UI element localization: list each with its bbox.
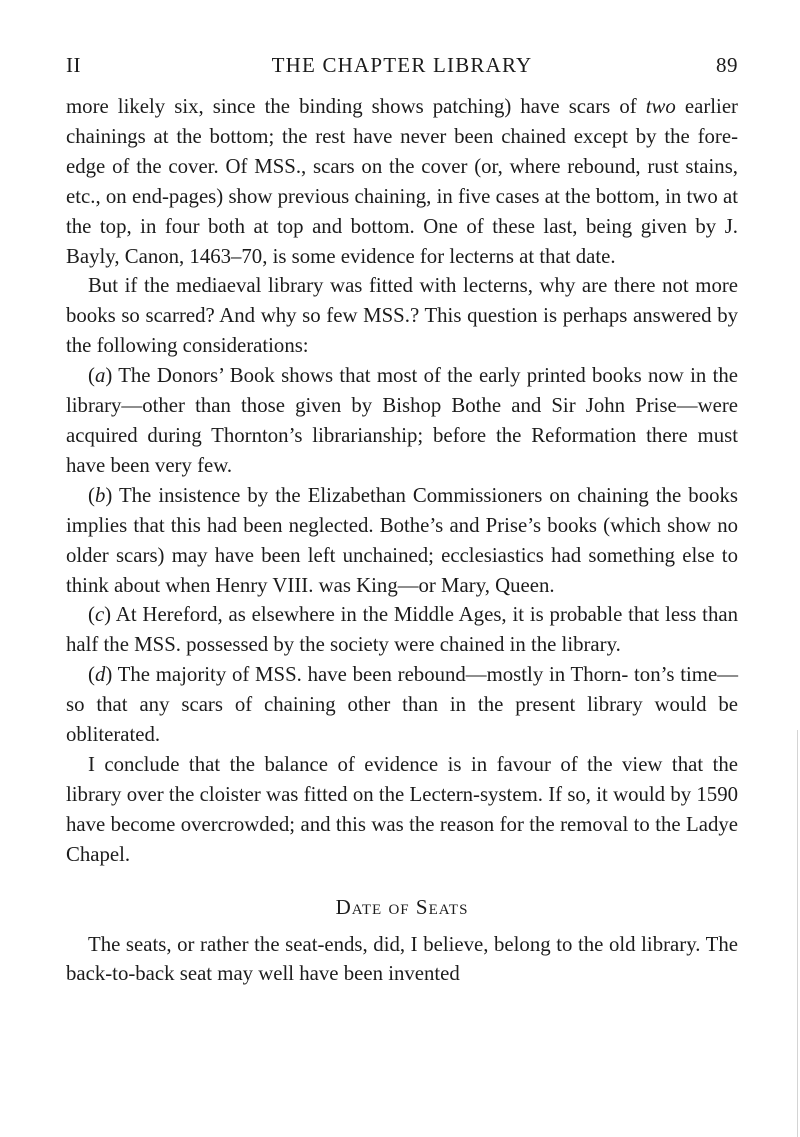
page-number: 89 xyxy=(716,53,738,77)
paragraph-seats: The seats, or rather the seat-ends, did, I believe, belong to the old library. The back-to-back seat may well have been invented xyxy=(66,932,738,986)
consideration-label: b xyxy=(94,483,106,507)
running-header xyxy=(66,50,738,80)
consideration-label: d xyxy=(94,663,106,687)
paragraph-question: But if the mediaeval library was fitted with lecterns, why are there not more books so scarred? And why so few MSS.? This question is perhaps answered by the following considerations: xyxy=(66,274,738,358)
consideration-label: c xyxy=(94,603,105,627)
paragraph-conclusion: I conclude that the balance of evidence is in favour of the view that the library over the cloister was fitted on the Lectern-system. If so, it would by 1590 have become overcrowded; and this was the reason for the removal to the Ladye Chapel. xyxy=(66,752,738,866)
running-title: THE CHAPTER LIBRARY xyxy=(271,53,533,77)
consideration-label: a xyxy=(94,364,106,388)
consideration-b: (b) The insistence by the Elizabethan Commissioners on chaining the books implies that this had been neglected. Bothe’s and Prise’s books (which show no older scars) may have been left unchained; ecclesiastics had something else to think about when Henry VIII. was King—or Mary, Queen. xyxy=(66,483,738,597)
paragraph-continued: more likely six, since the binding shows patching) have scars of two earlier chainings at the bottom; the rest have never been chained except by the fore-edge of the cover. Of MSS., scars on the cover (or, where rebound, rust stains, etc., on end-pages) show previous chaining, in five cases at the bottom, in two at the top, in four both at top and bottom. One of these last, being given by J. Bayly, Canon, 1463–70, is some evidence for lecterns at that date. xyxy=(66,95,738,268)
consideration-d: (d) The majority of MSS. have been rebound—mostly in Thorn- ton’s time—so that any scars of chaining other than in the present library would be obliterated. xyxy=(66,663,738,747)
book-page xyxy=(66,50,738,989)
page-edge-line xyxy=(797,730,798,1137)
chapter-number: II xyxy=(66,53,81,77)
consideration-a: (a) The Donors’ Book shows that most of the early printed books now in the library—other than those given by Bishop Bothe and Sir John Prise—were acquired during Thornton’s librarianship; before the Reformation there must have been very few. xyxy=(66,364,738,477)
emphasis-two: two xyxy=(645,95,676,118)
consideration-c: (c) At Hereford, as elsewhere in the Middle Ages, it is probable that less than half the MSS. possessed by the society were chained in the library. xyxy=(66,603,738,657)
section-heading: Date of Seats xyxy=(335,894,469,919)
body-text xyxy=(66,92,738,989)
